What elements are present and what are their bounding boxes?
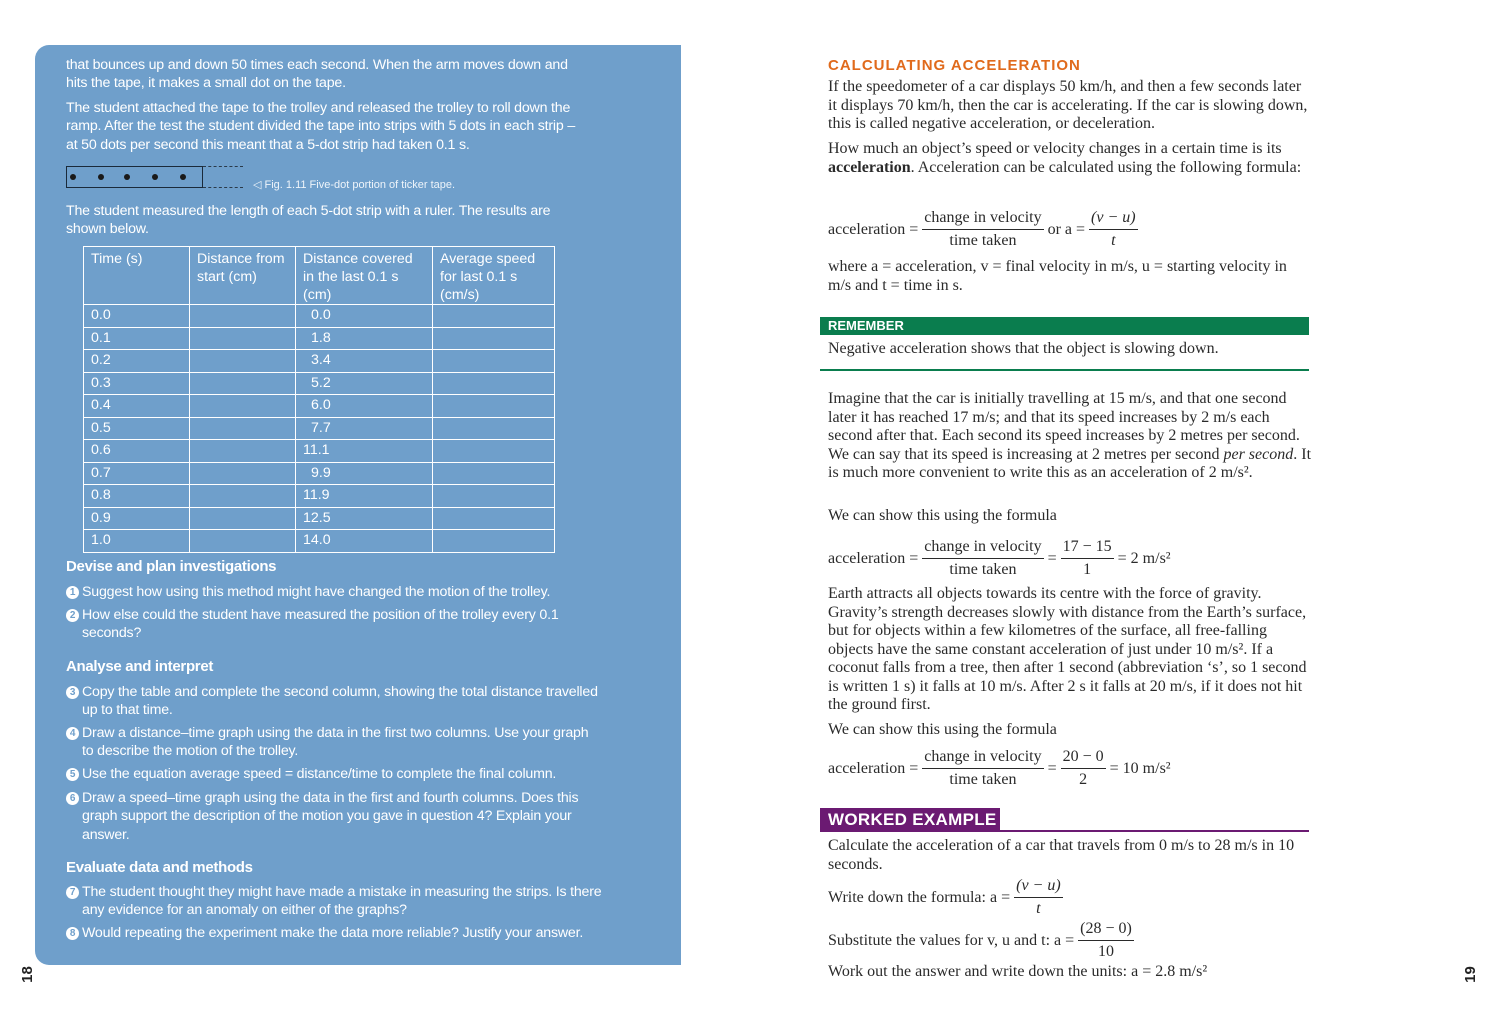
paragraph-where: where a = acceleration, v = final velocity in m/s, u = starting velocity in m/s and t = time in s. [828,258,1287,294]
worked-step-1 [828,877,1067,918]
question-number-icon: 7 [66,886,79,899]
table-cell: 11.9 [296,485,433,508]
table-row [84,372,555,395]
table-cell: 0.4 [84,395,190,418]
text-run: . Acceleration can be calculated using the following formula: [910,158,1302,176]
tape-continuation-top [203,166,243,167]
table-cell: 1.8 [296,327,433,350]
table-cell [433,305,555,328]
page-number-left: 18 [18,966,36,983]
ticker-tape-figure [66,166,203,188]
tape-dot [98,174,104,180]
paragraph-show-formula-2: We can show this using the formula [828,721,1057,738]
fraction-denominator: time taken [949,771,1017,788]
fraction [1061,538,1114,579]
paragraph-speedometer: If the speedometer of a car displays 50 km/h, and then a few seconds later it displays 70 km/h, then the car is accelerating. If the car is slowing down, this is called negative acceleration, or deceleration. [828,78,1308,132]
question-4 [66,724,602,761]
table-cell [433,530,555,553]
paragraph-show-formula-1: We can show this using the formula [828,507,1057,524]
tape-dot [152,174,158,180]
step-text: Write down the formula: a = [828,888,1011,906]
fraction [1014,877,1063,918]
table-cell [433,372,555,395]
formula-lhs: acceleration = [828,220,919,238]
fraction [922,538,1043,579]
results-table [83,246,555,553]
fraction-denominator: t [1036,900,1041,917]
fraction [922,209,1043,250]
table-row [84,327,555,350]
tape-continuation-bottom [203,187,243,188]
table-row [84,417,555,440]
table-row [84,395,555,418]
tape-dot [180,174,186,180]
question-text: Copy the table and complete the second column, showing the total distance travelled up to that time. [82,684,598,719]
measure-paragraph: The student measured the length of each 5-dot strip with a ruler. The results are shown below. [66,203,551,238]
question-number-icon: 8 [66,927,79,940]
fraction [1089,209,1138,250]
section-heading-calculating-acceleration: CALCULATING ACCELERATION [828,57,1081,74]
question-6 [66,789,602,844]
table-cell: 7.7 [296,417,433,440]
question-number-icon: 3 [66,686,79,699]
fraction-numerator: 20 − 0 [1061,748,1106,769]
question-number-icon: 6 [66,792,79,805]
intro-paragraph-1: that bounces up and down 50 times each second. When the arm moves down and hits the tape, it makes a small dot on the tape. [66,57,568,92]
question-5 [66,765,602,783]
table-row [84,305,555,328]
fraction-denominator: time taken [949,232,1017,249]
question-1 [66,583,602,601]
table-cell: 12.5 [296,507,433,530]
question-text: Would repeating the experiment make the data more reliable? Justify your answer. [82,925,584,941]
fraction-numerator: (v − u) [1014,877,1063,898]
table-cell [190,485,296,508]
question-number-icon: 5 [66,768,79,781]
question-text: The student thought they might have made a mistake in measuring the strips. Is there any evidence for an anomaly on either of the graphs? [82,884,602,919]
table-cell [190,507,296,530]
fraction-numerator: (v − u) [1089,209,1138,230]
worked-example-divider [1000,830,1309,832]
fraction [1061,748,1106,789]
table-cell: 0.0 [84,305,190,328]
fraction [1078,920,1134,961]
table-cell: 0.6 [84,440,190,463]
table-cell: 0.3 [84,372,190,395]
text-run: . It is much more convenient to write this as an acceleration of 2 m/s². [828,445,1312,481]
worked-example-label: WORKED EXAMPLE [828,810,997,829]
fraction-denominator: t [1111,232,1116,249]
table-cell: 0.5 [84,417,190,440]
tape-dot [70,174,76,180]
table-cell [190,305,296,328]
table-cell [433,327,555,350]
remember-text: Negative acceleration shows that the object is slowing down. [828,340,1219,357]
table-cell: 0.9 [84,507,190,530]
question-text: Draw a speed–time graph using the data in the first and fourth columns. Does this graph support the description of the motion you gave in question 4? Explain your answer. [82,790,579,843]
table-cell [433,395,555,418]
fraction-numerator: (28 − 0) [1078,920,1134,941]
table-cell: 11.1 [296,440,433,463]
figure-caption: ◁ Fig. 1.11 Five-dot portion of ticker tape. [253,179,456,191]
fraction-numerator: change in velocity [922,748,1043,769]
intro-paragraph-2: The student attached the tape to the trolley and released the trolley to roll down the ramp. After the test the student divided the tape into strips with 5 dots in each strip – at 50 dots per second this meant that a 5-dot strip had taken 0.1 s. [66,100,576,153]
question-number-icon: 1 [66,586,79,599]
worked-example-question: Calculate the acceleration of a car that travels from 0 m/s to 28 m/s in 10 seconds. [828,837,1295,873]
table-cell: 3.4 [296,350,433,373]
activity-panel [35,45,681,965]
table-cell [190,327,296,350]
formula-or: or a = [1047,220,1086,238]
table-cell [433,462,555,485]
table-row [84,462,555,485]
table-cell: 0.0 [296,305,433,328]
question-7 [66,883,602,920]
table-row [84,485,555,508]
question-text: Suggest how using this method might have changed the motion of the trolley. [82,584,551,600]
table-cell [190,350,296,373]
question-8 [66,924,602,942]
worked-step-2 [828,920,1138,961]
formula-car-example [828,538,1171,579]
table-cell: 0.7 [84,462,190,485]
table-cell [433,417,555,440]
table-cell [190,530,296,553]
table-cell [190,395,296,418]
formula-result: = 10 m/s² [1109,759,1171,777]
table-row [84,440,555,463]
equals-sign: = [1047,549,1057,567]
text-run: Imagine that the car is initially travelling at 15 m/s, and that one second later it has reached 17 m/s; and that its speed increases by 2 m/s each second after that. Each second its speed increases by 2 metres per second. We can say that its speed is increasing at 2 metres per second [828,390,1300,463]
table-header-row [84,247,555,305]
table-row [84,350,555,373]
paragraph-gravity: Earth attracts all objects towards its centre with the force of gravity. Gravity’s strength decreases slowly with distance from the Earth’s surface, but for objects within a few kilometres of the surface, all free-falling objects have the same constant acceleration of just under 10 m/s². If a coconut falls from a tree, then after 1 second (abbreviation ‘s’, so 1 second is written 1 s) it falls at 10 m/s. After 2 s it falls at 20 m/s, if it does not hit the ground first. [828,585,1307,713]
table-cell: 0.1 [84,327,190,350]
table-cell [433,507,555,530]
table-cell [190,417,296,440]
tape-dot [124,174,130,180]
question-text: Use the equation average speed = distance/time to complete the final column. [82,766,557,782]
table-cell: 14.0 [296,530,433,553]
question-number-icon: 4 [66,727,79,740]
table-row [84,530,555,553]
table-cell [433,485,555,508]
emphasis: per second [1223,445,1294,463]
text-run: How much an object’s speed or velocity changes in a certain time is its [828,140,1282,157]
remember-divider [820,369,1309,371]
formula-acceleration-definition [828,209,1142,250]
key-term: acceleration [828,158,911,176]
formula-lhs: acceleration = [828,759,919,777]
formula-lhs: acceleration = [828,549,919,567]
formula-result: = 2 m/s² [1117,549,1171,567]
fraction-numerator: change in velocity [922,538,1043,559]
section-heading-analyse: Analyse and interpret [66,658,214,675]
table-row [84,507,555,530]
table-cell: 0.2 [84,350,190,373]
col-header-distance-covered: Distance covered in the last 0.1 s (cm) [296,247,433,305]
question-3 [66,683,602,720]
table-cell: 0.8 [84,485,190,508]
table-cell: 5.2 [296,372,433,395]
fraction-denominator: 2 [1079,771,1088,788]
col-header-distance-from-start: Distance from start (cm) [190,247,296,305]
col-header-average-speed: Average speed for last 0.1 s (cm/s) [433,247,555,305]
paragraph-car-example [828,390,1313,483]
formula-gravity-example [828,748,1171,789]
fraction-numerator: change in velocity [922,209,1043,230]
table-cell: 1.0 [84,530,190,553]
fraction-denominator: 1 [1083,561,1092,578]
table-cell: 6.0 [296,395,433,418]
paragraph-acceleration-definition [828,140,1313,177]
page-number-right: 19 [1461,966,1479,983]
question-2 [66,606,602,643]
section-heading-evaluate: Evaluate data and methods [66,859,253,876]
question-text: Draw a distance–time graph using the data in the first two columns. Use your graph to describe the motion of the trolley. [82,725,589,760]
question-number-icon: 2 [66,609,79,622]
table-cell [190,462,296,485]
table-cell [190,372,296,395]
equals-sign: = [1047,759,1057,777]
fraction-denominator: 10 [1098,943,1115,960]
remember-label: REMEMBER [828,318,904,333]
table-cell [433,350,555,373]
col-header-time: Time (s) [84,247,190,305]
section-heading-devise: Devise and plan investigations [66,558,277,575]
worked-step-3: Work out the answer and write down the units: a = 2.8 m/s² [828,963,1208,980]
table-cell [433,440,555,463]
fraction-numerator: 17 − 15 [1061,538,1114,559]
table-cell [190,440,296,463]
table-cell: 9.9 [296,462,433,485]
fraction [922,748,1043,789]
step-text: Substitute the values for v, u and t: a = [828,931,1075,949]
question-text: How else could the student have measured the position of the trolley every 0.1 seconds? [82,607,559,642]
fraction-denominator: time taken [949,561,1017,578]
